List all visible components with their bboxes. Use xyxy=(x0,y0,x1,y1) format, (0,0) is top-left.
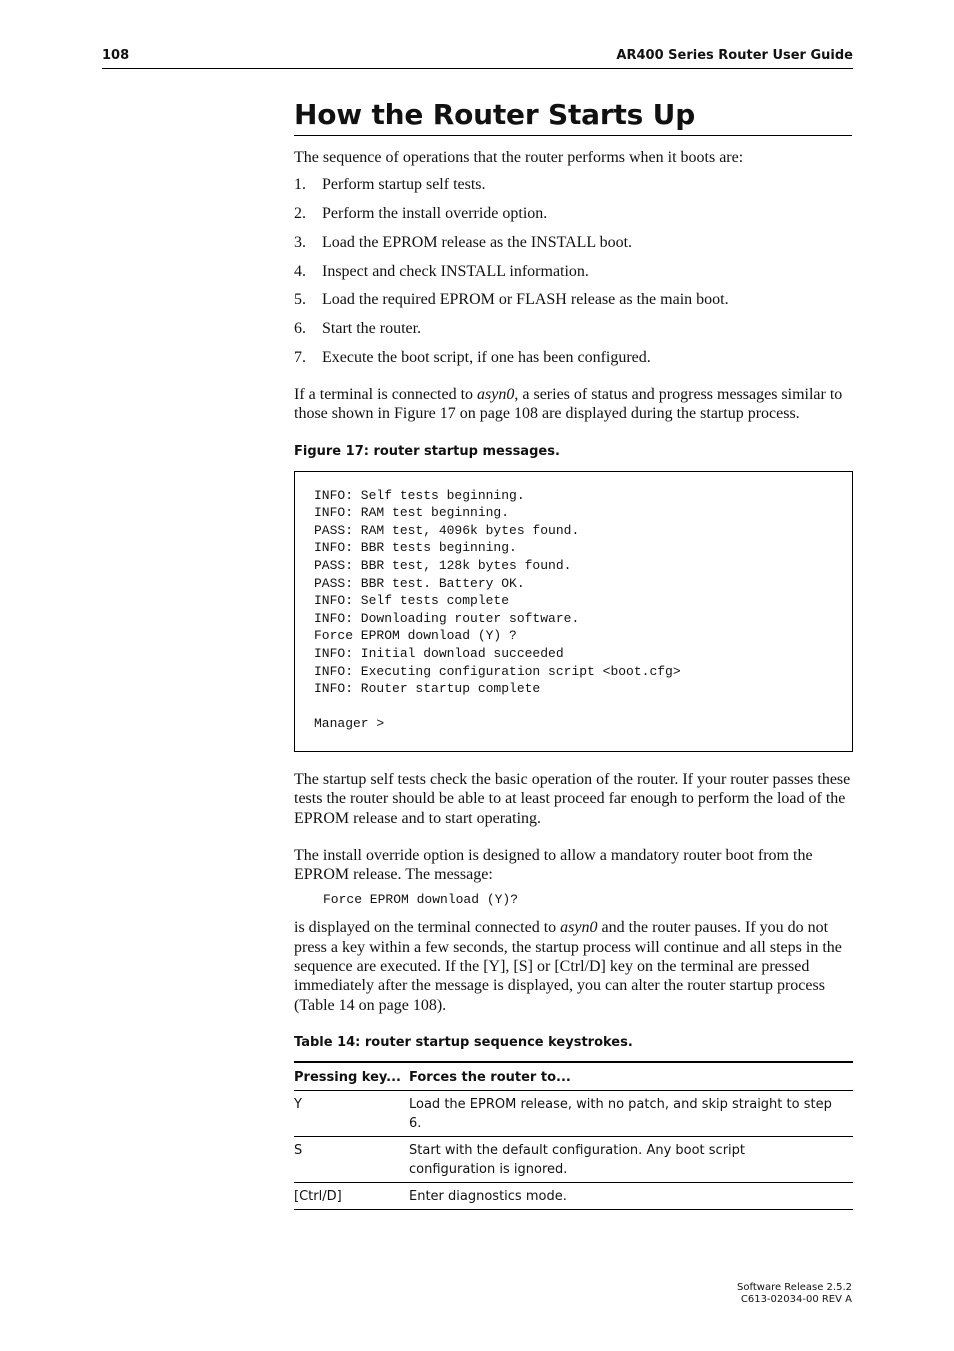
displayed-paragraph xyxy=(294,918,852,1014)
action-cell: Start with the default configuration. Any boot script configuration is ignored. xyxy=(409,1136,853,1182)
code-line: Force EPROM download (Y) ? xyxy=(314,628,517,644)
code-line: PASS: BBR test. Battery OK. xyxy=(314,575,525,591)
page-number: 108 xyxy=(102,48,130,63)
figure-caption: Figure 17: router startup messages. xyxy=(294,443,560,459)
step-text: Inspect and check INSTALL information. xyxy=(322,262,589,280)
terminal-para-text: If a terminal is connected to xyxy=(294,386,478,404)
key-cell: [Ctrl/D] xyxy=(294,1182,409,1209)
code-line: INFO: Self tests beginning. xyxy=(314,487,525,503)
terminal-paragraph xyxy=(294,385,852,424)
software-release: Software Release 2.5.2 xyxy=(737,1282,852,1293)
list-item xyxy=(294,262,852,281)
code-line: INFO: RAM test beginning. xyxy=(314,505,510,521)
keystrokes-table xyxy=(294,1061,853,1210)
step-number: 2. xyxy=(294,205,306,223)
code-line xyxy=(295,698,852,716)
step-number: 1. xyxy=(294,176,306,194)
displayed-para-text: is displayed on the terminal connected to xyxy=(294,919,561,937)
startup-messages-box xyxy=(294,471,853,752)
action-cell: Enter diagnostics mode. xyxy=(409,1182,853,1209)
terminal-para-text: , a series of status and progress messages similar to those shown in Figure 17 on page 108 are displayed during the startup process. xyxy=(294,386,843,423)
section-title: How the Router Starts Up xyxy=(294,96,852,136)
boot-steps-list xyxy=(294,175,852,367)
main-content xyxy=(294,96,852,1210)
code-line: INFO: Router startup complete xyxy=(314,681,541,697)
table-row xyxy=(294,1182,853,1209)
key-cell: S xyxy=(294,1136,409,1182)
step-text: Load the required EPROM or FLASH release as the main boot. xyxy=(322,291,729,309)
document-title: AR400 Series Router User Guide xyxy=(616,48,853,63)
action-cell: Load the EPROM release, with no patch, and skip straight to step 6. xyxy=(409,1090,853,1136)
selftest-paragraph: The startup self tests check the basic operation of the router. If your router passes these tests the router should be able to at least proceed far enough to perform the load of the EPROM release and to start operating. xyxy=(294,770,851,827)
key-cell: Y xyxy=(294,1090,409,1136)
document-number: C613-02034-00 REV A xyxy=(740,1294,852,1305)
table-row xyxy=(294,1090,853,1136)
list-item xyxy=(294,204,852,223)
column-header: Forces the router to... xyxy=(409,1062,853,1091)
step-number: 3. xyxy=(294,233,306,251)
intro-paragraph: The sequence of operations that the router performs when it boots are: xyxy=(294,149,744,166)
page-footer xyxy=(737,1282,852,1306)
list-item xyxy=(294,348,852,367)
table-header-row xyxy=(294,1062,853,1091)
port-name: asyn0 xyxy=(560,919,598,937)
list-item xyxy=(294,319,852,338)
column-header: Pressing key... xyxy=(294,1062,409,1091)
code-line: INFO: Self tests complete xyxy=(314,593,510,609)
code-line: INFO: Downloading router software. xyxy=(314,610,580,626)
override-paragraph: The install override option is designed to allow a mandatory router boot from the EPROM release. The message: xyxy=(294,846,813,884)
list-item xyxy=(294,175,852,194)
step-number: 5. xyxy=(294,291,306,309)
code-line: Manager > xyxy=(314,716,385,732)
displayed-para-text: and the router pauses. If you do not press a key within a few seconds, the startup process will continue and all steps in the sequence are executed. If the [Y], [S] or [Ctrl/D] key on the terminal are pressed immediately after the message is displayed, you can alter the router startup process (Table 14 on page 108). xyxy=(294,919,842,1014)
step-text: Execute the boot script, if one has been configured. xyxy=(322,349,651,367)
step-number: 4. xyxy=(294,262,306,280)
step-text: Start the router. xyxy=(322,320,422,338)
code-line: INFO: BBR tests beginning. xyxy=(314,540,517,556)
code-line: PASS: RAM test, 4096k bytes found. xyxy=(314,522,580,538)
code-line: PASS: BBR test, 128k bytes found. xyxy=(314,558,572,574)
page-header xyxy=(102,48,853,69)
port-name: asyn0 xyxy=(477,386,515,404)
step-text: Perform startup self tests. xyxy=(322,176,486,194)
step-text: Load the EPROM release as the INSTALL boot. xyxy=(322,233,633,251)
override-message: Force EPROM download (Y)? xyxy=(323,892,519,908)
code-line: INFO: Executing configuration script <boot.cfg> xyxy=(314,663,681,679)
list-item xyxy=(294,233,852,252)
code-line: INFO: Initial download succeeded xyxy=(314,646,564,662)
step-text: Perform the install override option. xyxy=(322,205,548,223)
list-item xyxy=(294,290,852,309)
step-number: 6. xyxy=(294,320,306,338)
table-caption: Table 14: router startup sequence keystrokes. xyxy=(294,1034,633,1050)
step-number: 7. xyxy=(294,349,306,367)
table-row xyxy=(294,1136,853,1182)
